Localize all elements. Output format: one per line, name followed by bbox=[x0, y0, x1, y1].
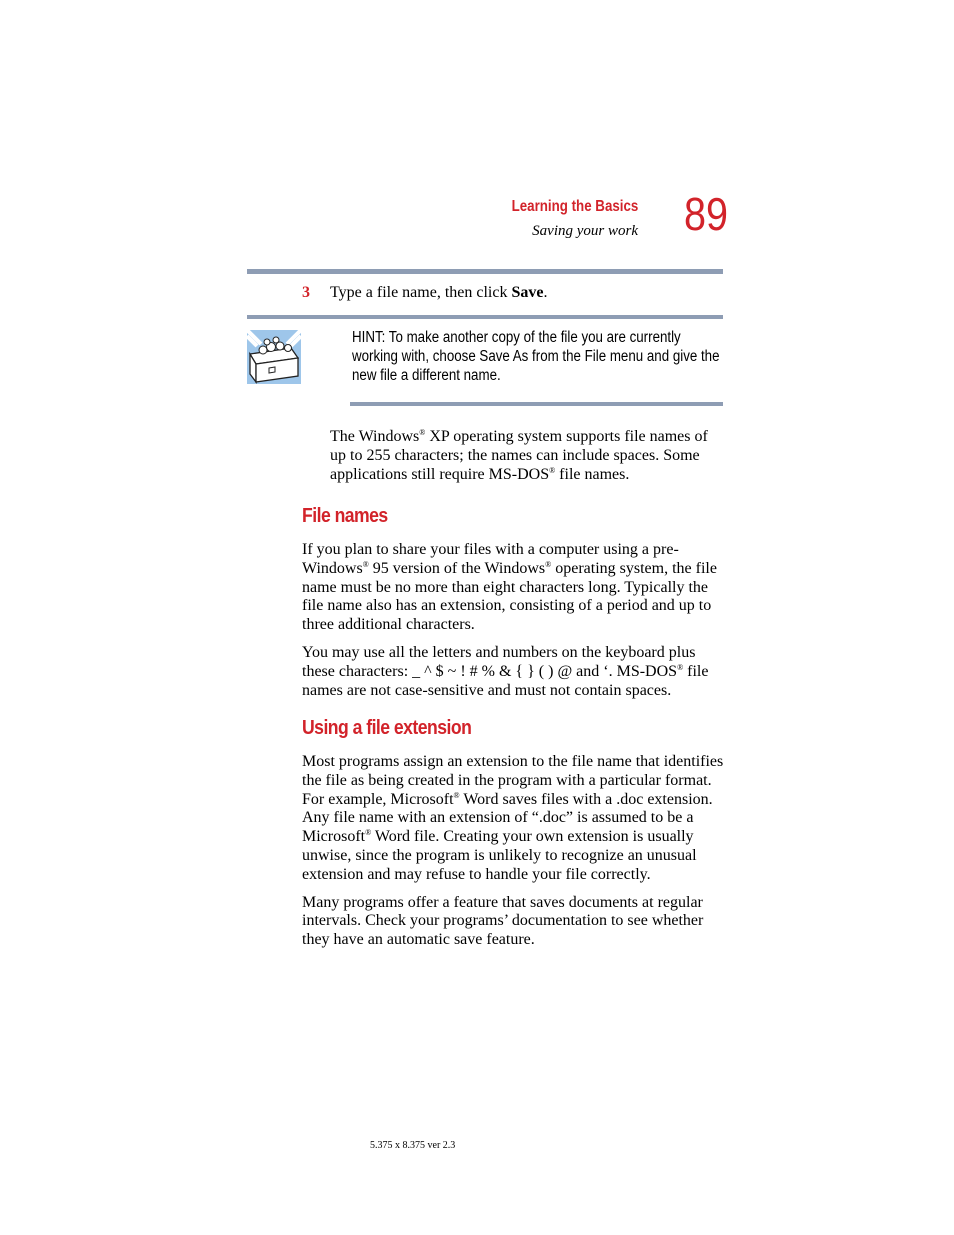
extension-paragraph-2: Many programs offer a feature that saves documents at regular intervals. Check your programs’ documentation to see whether they have an automatic save feature. bbox=[302, 893, 704, 949]
text-run: operating system, the file name must be no more than eight characters long. Typically the file name also has an extension, consisting of a period and up to three additional characters. bbox=[302, 559, 717, 634]
hint-top-rule bbox=[247, 315, 723, 319]
hint-bottom-rule bbox=[350, 402, 723, 406]
reg-mark: ® bbox=[545, 559, 552, 569]
step-bold: Save bbox=[511, 284, 544, 301]
text-run: 95 version of the Windows bbox=[368, 559, 546, 577]
footer-version: 5.375 x 8.375 ver 2.3 bbox=[370, 1140, 456, 1151]
step-end: . bbox=[543, 284, 548, 301]
file-names-paragraph-2 bbox=[302, 644, 724, 700]
reg-mark: ® bbox=[419, 428, 426, 437]
file-names-body bbox=[302, 541, 724, 700]
section-subtitle: Saving your work bbox=[532, 223, 638, 239]
intro-text-2: XP operating system supports file names of up to 255 characters; the names can include spaces. Some applications still require MS-DOS bbox=[330, 428, 708, 483]
file-extension-body bbox=[302, 753, 724, 950]
reg-mark: ® bbox=[453, 790, 460, 800]
reg-mark: ® bbox=[362, 559, 369, 569]
intro-paragraph bbox=[330, 428, 722, 484]
step-number: 3 bbox=[302, 284, 310, 301]
intro-text-3: file names. bbox=[555, 465, 630, 483]
text-run: You may use all the letters and numbers on the keyboard plus these characters: _ ^ $ ~ ! # % & { } ( ) @ and ‘. MS-DOS bbox=[302, 643, 696, 680]
treasure-chest-icon bbox=[247, 330, 301, 384]
hint-text: HINT: To make another copy of the file you are currently working with, choose Save As from the File menu and give the new file a different name. bbox=[352, 329, 720, 384]
reg-mark: ® bbox=[365, 828, 372, 838]
reg-mark: ® bbox=[677, 662, 684, 672]
step-text bbox=[330, 284, 547, 302]
intro-text-1: The Windows bbox=[330, 428, 420, 445]
text-run: If you plan to share your files with a computer using a pre-Windows bbox=[302, 541, 679, 577]
header-rule bbox=[247, 269, 723, 274]
chapter-title: Learning the Basics bbox=[511, 198, 638, 215]
page-number: 89 bbox=[684, 188, 729, 240]
reg-mark: ® bbox=[549, 465, 556, 475]
file-names-heading: File names bbox=[302, 505, 388, 527]
step-instruction: Type a file name, then click bbox=[330, 284, 512, 301]
text-run: file names are not case-sensitive and must not contain spaces. bbox=[302, 662, 709, 699]
extension-paragraph-1 bbox=[302, 753, 724, 885]
file-extension-heading: Using a file extension bbox=[302, 717, 472, 739]
text-run: Most programs assign an extension to the file name that identifies the file as being created in the program with a particular format. For example, Microsoft bbox=[302, 753, 724, 808]
text-run: Word file. Creating your own extension is usually unwise, since the program is unlikely to recognize an unusual extension and may refuse to handle your file correctly. bbox=[302, 828, 697, 883]
text-run: Word saves files with a .doc extension. Any file name with an extension of “.doc” is assumed to be a Microsoft bbox=[302, 790, 713, 846]
file-names-paragraph-1 bbox=[302, 541, 724, 635]
